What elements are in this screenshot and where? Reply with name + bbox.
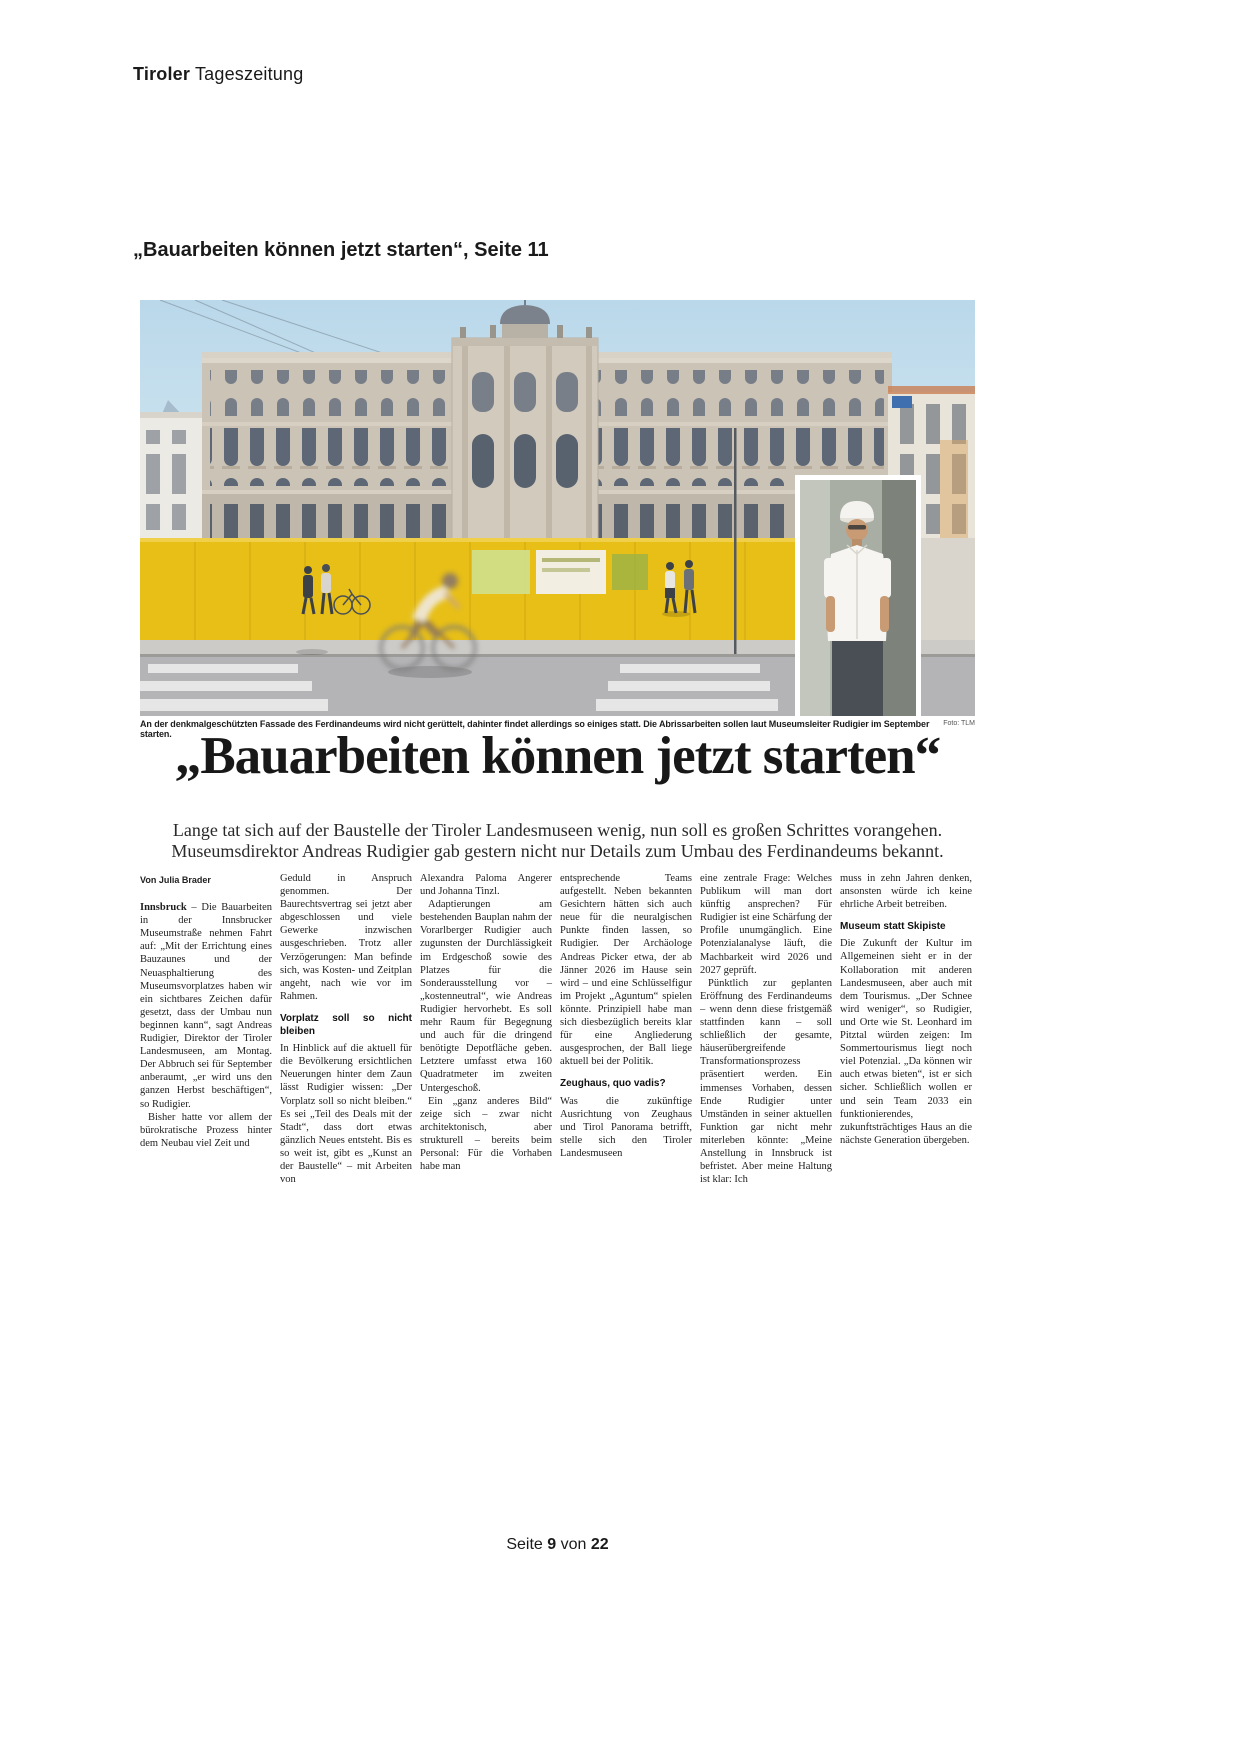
article-column-5 [700,872,832,1186]
masthead-brand-bold: Tiroler [133,64,191,84]
article-para: Adaptierungen am bestehenden Bauplan nahm der Vorarlberger Rudigier auch zugunsten der Durchlässigkeit im Erdgeschoß sowie des Platzes für die Sonderausstellung vor – „kostenneutral“, wie Andreas Rudigier hervorhebt. Es soll mehr Raum für Begegnung und auch für die dringend benötigte Depotfläche geben. Letztere umfasst etwa 160 Quadratmeter im zweiten Untergeschoß. [420,899,552,1094]
footer-total: 22 [590,1536,609,1553]
footer-page-number: 9 [547,1536,557,1553]
article-photo [140,300,975,716]
page-footer [140,1536,975,1554]
article-byline: Von Julia Brader [140,875,211,885]
article-column-4 [560,872,692,1186]
article-para: Alexandra Paloma Angerer und Johanna Tinzl. [420,873,552,898]
masthead [133,64,303,85]
article-subhead: Museum statt Skipiste [840,921,946,933]
inset-portrait-photo [795,475,921,716]
ferdinandeum-photo-illustration [140,300,975,716]
article-para: In Hinblick auf die aktuell für die Bevölkerung ersichtlichen Neuerungen hinter dem Zaun lässt Rudigier wissen: „Der Vorplatz soll so nicht bleiben.“ Es sei „Teil des Deals mit der Stadt“, dass dort etwas gänzlich Neues entsteht. Bis es so weit ist, gibt es „Kunst an der Baustelle“ – mit Arbeiten von [280,1043,412,1186]
footer-of: von [560,1536,587,1553]
photo-credit: Foto: TLM [943,720,975,727]
article-subhead: Zeughaus, quo vadis? [560,1078,666,1090]
article-headline: „Bauarbeiten können jetzt starten“ [174,727,941,785]
article-para: Geduld in Anspruch genommen. Der Baurechtsvertrag sei jetzt aber abgeschlossen und viele Gewerke inzwischen ausgeschrieben. Trotz aller Verzögerungen: Man befinde sich, was Kosten- und Zeitplan angeht, nach wie vor im Rahmen. [280,873,412,1002]
article-para: eine zentrale Frage: Welches Publikum will man dort künftig ansprechen? Für Rudigier ist eine Schärfung der Profile unumgänglich. Eine Potenzialanalyse läuft, die Machbarkeit wird 2026 und 2027 geprüft. [700,873,832,976]
article-para: entsprechende Teams aufgestellt. Neben bekannten Gesichtern hätten sich auch neue für die neuralgischen Punkte finden lassen, so Rudigier. Der Archäologe Andreas Picker etwa, der ab Jänner 2026 im Hause sein wird – und eine Schlüsselfigur im Projekt „Aguntum“ spielen könnte. Prinzipiell habe man sich diesbezüglich bereits klar für eine Angliederung ausgesprochen, der Ball liege aktuell bei der Politik. [560,873,692,1068]
article-para: Was die zukünftige Ausrichtung von Zeughaus und Tirol Panorama betrifft, stelle sich den Tiroler Landesmuseen [560,1095,692,1159]
photo-caption: An der denkmalgeschützten Fassade des Ferdinandeums wird nicht gerüttelt, dahinter findet allerdings so einiges statt. Die Abrissarbeiten sollen laut Museumsleiter Rudigier im September starten. [140,719,930,739]
article-subtitle-line2: Museumsdirektor Andreas Rudigier gab gestern nicht nur Details zum Umbau des Ferdinandeums bekannt. [171,841,944,861]
article-para: Die Zukunft der Kultur im Allgemeinen sieht er in der Kollaboration mit anderen Landesmuseen, aber auch mit dem Tourismus. „Der Schnee wird weniger“, so Rudigier, und Orte wie St. Leonhard im Pitztal würden zeigen: Im Sommertourismus liegt noch viel Potenzial. „Da können wir auch etwas bieten“, ist er sich sicher. Schließlich wollen er und sein Team 2033 ein funktionierendes, zukunftsträchtiges Haus an die nächste Generation übergeben. [840,938,972,1146]
article-para: Bisher hatte vor allem der bürokratische Prozess hinter dem Neubau viel Zeit und [140,1111,272,1149]
article-column-6 [840,872,972,1186]
article-column-1 [140,872,272,1186]
article-para: muss in zehn Jahren denken, ansonsten würde ich keine ehrliche Arbeit betreiben. [840,873,972,911]
article-column-3 [420,872,552,1186]
teaser-heading: „Bauarbeiten können jetzt starten“, Seite 11 [133,239,549,261]
article-para: Ein „ganz anderes Bild“ zeige sich – zwar nicht architektonisch, aber strukturell – bereits beim Personal: Für die Vorhaben habe man [420,1095,552,1173]
article-subtitle [140,820,975,862]
footer-prefix: Seite [506,1536,543,1553]
article-subhead: Vorplatz soll so nicht bleiben [280,1012,412,1038]
masthead-brand-rest: Tageszeitung [190,64,304,84]
article-column-2 [280,872,412,1186]
article-para: Innsbruck – Die Bauarbeiten in der Innsbrucker Museumstraße nehmen Fahrt auf: „Mit der Errichtung eines Bauzaunes und der Neuasphaltierung des Museumsvorplatzes haben wir ein sichtbares Zeichen dafür gesetzt, dass der Umbau nun beginnen kann“, sagt Andreas Rudigier, Direktor der Tiroler Landesmuseen, am Montag. Der Abbruch sei für September anberaumt, „er wird uns den ganzen Herbst beschäftigen“, so Rudigier. [140,902,272,1110]
article-subtitle-line1: Lange tat sich auf der Baustelle der Tiroler Landesmuseen wenig, nun soll es großen Schrittes vorangehen. [172,820,943,840]
article-para: Pünktlich zur geplanten Eröffnung des Ferdinandeums – wenn denn diese fristgemäß stattfinden kann – soll schließlich der gesamte, häuserübergreifende Transformationsprozess präsentiert werden. Ein immenses Vorhaben, dessen Ende Rudigier unter Umständen in seiner aktuellen Funktion gar nicht mehr miterleben könnte: „Meine Anstellung in Innsbruck ist befristet. Aber meine Haltung ist klar: Ich [700,977,832,1186]
article-body [140,872,975,1186]
